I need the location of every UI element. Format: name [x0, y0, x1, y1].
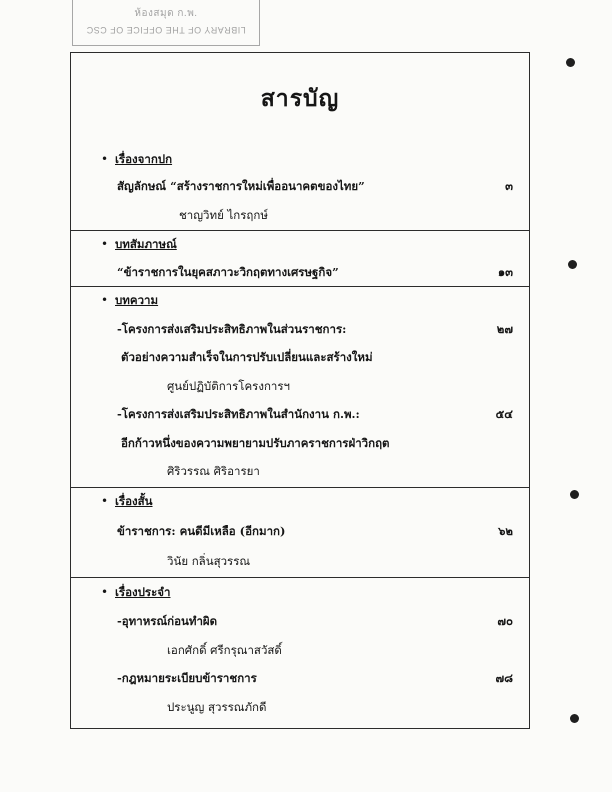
binder-hole-mark — [566, 58, 575, 67]
page-title: สารบัญ — [260, 85, 340, 112]
entry-title: -โครงการส่งเสริมประสิทธิภาพในส่วนราชการ: — [117, 322, 347, 336]
bullet-icon: • — [101, 152, 109, 166]
entry-page: ๗๐ — [497, 614, 513, 628]
entry-page: ๕๔ — [495, 407, 513, 421]
entry-page: ๗๘ — [495, 671, 513, 685]
section-divider — [71, 487, 529, 488]
section-heading-short-story: เรื่องสั้น — [115, 494, 153, 508]
section-divider — [71, 286, 529, 287]
section-divider — [71, 577, 529, 578]
entry-subtitle: ตัวอย่างความสำเร็จในการปรับเปลี่ยนและสร้างใหม่ — [121, 350, 373, 364]
entry-title: ข้าราชการ: คนดีมีเหลือ (อีกมาก) — [117, 524, 286, 538]
entry-author: ชาญวิทย์ ไกรฤกษ์ — [179, 208, 268, 222]
bullet-icon: • — [101, 494, 109, 508]
contents-frame — [70, 52, 530, 729]
section-divider — [71, 230, 529, 231]
library-stamp — [72, 0, 260, 46]
bullet-icon: • — [101, 585, 109, 599]
entry-title: “ข้าราชการในยุคสภาวะวิกฤตทางเศรษฐกิจ” — [117, 265, 339, 279]
bullet-icon: • — [101, 293, 109, 307]
binder-hole-mark — [570, 714, 579, 723]
binder-hole-mark — [568, 260, 577, 269]
stamp-line2: LIBRARY OF THE OFFICE OF CSC — [86, 25, 246, 35]
section-heading-articles: บทความ — [115, 293, 159, 307]
entry-page: ๖๒ — [498, 524, 513, 538]
entry-title: สัญลักษณ์ “สร้างราชการใหม่เพื่ออนาคตของไทย” — [117, 179, 365, 193]
entry-page: ๓ — [505, 179, 513, 193]
entry-title: -อุทาหรณ์ก่อนทำผิด — [117, 614, 218, 628]
section-heading-regular: เรื่องประจำ — [115, 585, 171, 599]
bullet-icon: • — [101, 237, 109, 251]
section-heading-interview: บทสัมภาษณ์ — [115, 237, 177, 251]
entry-page: ๒๗ — [496, 322, 513, 336]
entry-page: ๑๓ — [497, 265, 513, 279]
entry-author: ประนูญ สุวรรณภักดี — [167, 700, 267, 714]
entry-title: -กฎหมายระเบียบข้าราชการ — [117, 671, 257, 685]
binder-hole-mark — [570, 490, 579, 499]
entry-author: วินัย กลิ่นสุวรรณ — [167, 554, 251, 568]
entry-subtitle: อีกก้าวหนึ่งของความพยายามปรับภาคราชการฝ่าวิกฤต — [121, 436, 390, 450]
section-heading-cover: เรื่องจากปก — [115, 152, 173, 166]
entry-author: เอกศักดิ์ ศรีกรุณาสวัสดิ์ — [167, 643, 282, 657]
entry-author: ศูนย์ปฏิบัติการโครงการฯ — [167, 379, 291, 393]
stamp-line1: ห้องสมุด ก.พ. — [134, 8, 198, 19]
entry-author: ศิริวรรณ ศิริอารยา — [167, 464, 260, 478]
entry-title: -โครงการส่งเสริมประสิทธิภาพในสำนักงาน ก.พ.: — [117, 407, 360, 421]
